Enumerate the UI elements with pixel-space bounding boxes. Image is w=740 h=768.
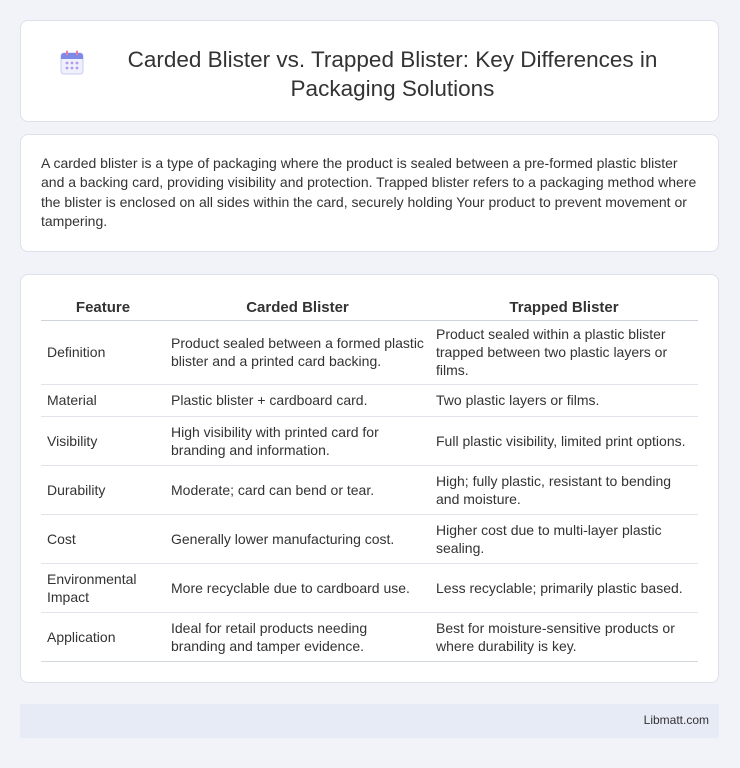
table-row [41,465,698,514]
carded-cell: Moderate; card can bend or tear. [165,465,430,514]
footer-site-link[interactable]: Libmatt.com [643,713,709,727]
calendar-icon [57,48,87,78]
table-row [41,384,698,416]
trapped-cell: Two plastic layers or films. [430,384,698,416]
intro-card [20,134,719,252]
feature-cell: Environmental Impact [41,563,165,612]
table-header-row [41,296,698,320]
trapped-cell: Higher cost due to multi-layer plastic sealing. [430,514,698,563]
feature-cell: Material [41,384,165,416]
feature-cell: Durability [41,465,165,514]
title-card [20,20,719,122]
table-row [41,416,698,465]
feature-cell: Visibility [41,416,165,465]
trapped-cell: Product sealed within a plastic blister trapped between two plastic layers or films. [430,320,698,384]
page-title: Carded Blister vs. Trapped Blister: Key Differences in Packaging Solutions [127,47,658,101]
trapped-cell: Full plastic visibility, limited print options. [430,416,698,465]
trapped-cell: High; fully plastic, resistant to bending and moisture. [430,465,698,514]
comparison-card [20,274,719,683]
carded-cell: Ideal for retail products needing branding and tamper evidence. [165,612,430,661]
header-carded-blister: Carded Blister [165,296,430,320]
table-row [41,563,698,612]
footer [20,704,719,738]
feature-cell: Application [41,612,165,661]
carded-cell: Generally lower manufacturing cost. [165,514,430,563]
table-row [41,612,698,661]
header-feature: Feature [41,296,165,320]
carded-cell: High visibility with printed card for branding and information. [165,416,430,465]
feature-cell: Definition [41,320,165,384]
trapped-cell: Best for moisture-sensitive products or where durability is key. [430,612,698,661]
carded-cell: More recyclable due to cardboard use. [165,563,430,612]
table-row [41,514,698,563]
comparison-table [41,296,698,662]
header-trapped-blister: Trapped Blister [430,296,698,320]
trapped-cell: Less recyclable; primarily plastic based. [430,563,698,612]
carded-cell: Product sealed between a formed plastic blister and a printed card backing. [165,320,430,384]
carded-cell: Plastic blister + cardboard card. [165,384,430,416]
table-row [41,320,698,384]
intro-paragraph: A carded blister is a type of packaging where the product is sealed between a pre-formed plastic blister and a backing card, providing visibility and protection. Trapped blister refers to a packaging method where the blister is enclosed on all sides within the card, securely holding Your product to prevent movement or tampering. [41,155,697,230]
feature-cell: Cost [41,514,165,563]
